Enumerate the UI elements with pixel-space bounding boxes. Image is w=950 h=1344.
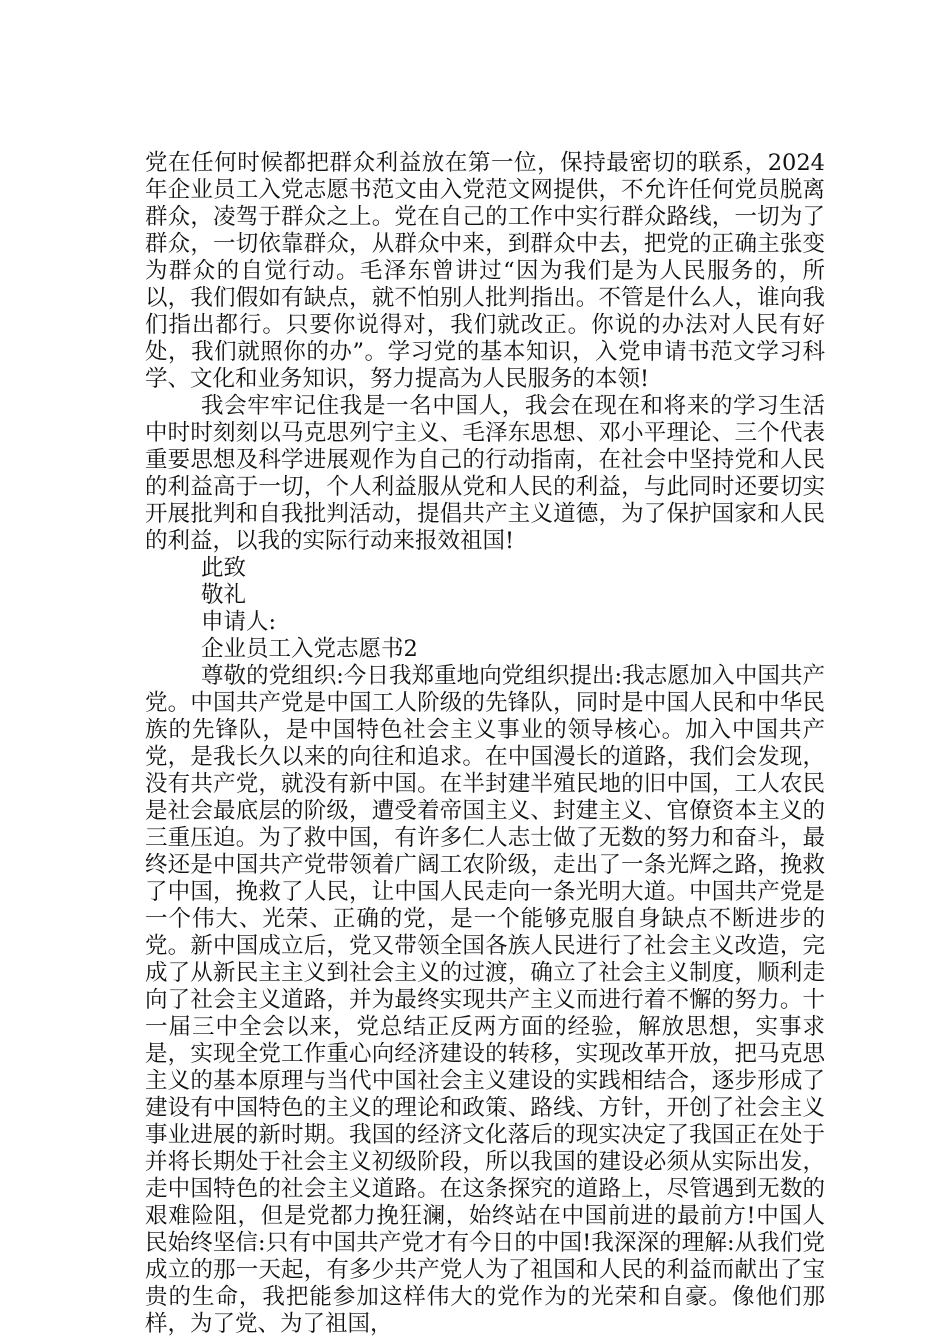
body-paragraph-1: 党在任何时候都把群众利益放在第一位，保持最密切的联系，2024年企业员工入党志愿书范文由入党范文网提供，不允许任何党员脱离群众，凌驾于群众之上。党在自己的工作中实行群众路线，一切为了群众，一切依靠群众，从群众中来，到群众中去，把党的正确主张变为群众的自觉行动。毛泽东曾讲过“因为我们是为人民服务的，所以，我们假如有缺点，就不怕别人批判指出。不管是什么人，谁向我们指出都行。只要你说得对，我们就改正。你说的办法对人民有好处，我们就照你的办”。学习党的基本知识，入党申请书范文学习科学、文化和业务知识，努力提高为人民服务的本领!: [145, 150, 825, 392]
closing-regards: 敬礼: [201, 582, 247, 608]
document-page: [145, 150, 825, 1338]
body-paragraph-3: 尊敬的党组织:今日我郑重地向党组织提出:我志愿加入中国共产党。中国共产党是中国工人阶级的先锋队，同时是中国人民和中华民族的先锋队，是中国特色社会主义事业的领导核心。加入中国共产党，是我长久以来的向往和追求。在中国漫长的道路，我们会发现，没有共产党，就没有新中国。在半封建半殖民地的旧中国，工人农民是社会最底层的阶级，遭受着帝国主义、封建主义、官僚资本主义的三重压迫。为了救中国，有许多仁人志士做了无数的努力和奋斗，最终还是中国共产党带领着广阔工农阶级，走出了一条光辉之路，挽救了中国，挽救了人民，让中国人民走向一条光明大道。中国共产党是一个伟大、光荣、正确的党，是一个能够克服自身缺点不断进步的党。新中国成立后，党又带领全国各族人民进行了社会主义改造，完成了从新民主主义到社会主义的过渡，确立了社会主义制度，顺利走向了社会主义道路，并为最终实现共产主义而进行着不懈的努力。十一届三中全会以来，党总结正反两方面的经验，解放思想，实事求是，实现全党工作重心向经济建设的转移，实现改革开放，把马克思主义的基本原理与当代中国社会主义建设的实践相结合，逐步形成了建设有中国特色的主义的理论和政策、路线、方针，开创了社会主义事业进展的新时期。我国的经济文化落后的现实决定了我国正在处于并将长期处于社会主义初级阶段，所以我国的建设必须从实际出发，走中国特色的社会主义道路。在这条探究的道路上，尽管遇到无数的艰难险阻，但是党都力挽狂澜，始终站在中国前进的最前方!中国人民始终坚信:只有中国共产党才有今日的中国!我深深的理解:从我们党成立的那一天起，有多少共产党人为了祖国和人民的利益而献出了宝贵的生命，我把能参加这样伟大的党作为的光荣和自豪。像他们那样，为了党、为了祖国，: [145, 663, 825, 1337]
applicant-signature-line: 申请人:: [201, 609, 277, 635]
body-paragraph-2: 我会牢牢记住我是一名中国人，我会在现在和将来的学习生活中时时刻刻以马克思列宁主义、毛泽东思想、邓小平理论、三个代表重要思想及科学进展观作为自己的行动指南，在社会中坚持党和人民的利益高于一切，个人利益服从党和人民的利益，与此同时还要切实开展批判和自我批判活动，提倡共产主义道德，为了保护国家和人民的利益，以我的实际行动来报效祖国!: [145, 393, 825, 554]
section-heading-2: 企业员工入党志愿书2: [201, 636, 418, 662]
closing-salutation: 此致: [201, 555, 247, 581]
